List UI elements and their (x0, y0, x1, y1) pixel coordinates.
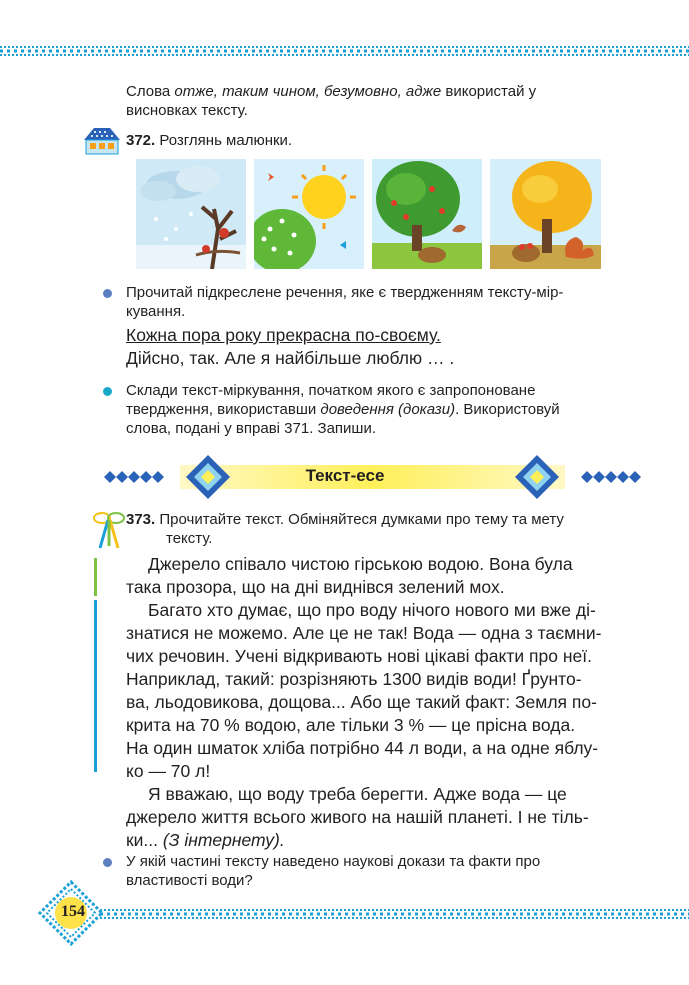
text-paragraph-2: Багато хто думає, що про воду нічого нового ми вже ді- знатися не можемо. Але це не так! Вода — одна з таємни- чих речовин. Учені відкривають нові цікаві факти про неї. Наприклад, такий: розрізняють 1300 видів води! Ґрунто- ва, льодовикова, дощова... Або ще такий факт: Земля по- крита на 70 % водою, але тільки 3 % — це прісна вода. На один шматок хліба потрібно 44 л води, а на одне яблу- ко — 70 л! (126, 600, 602, 781)
summer-picture (372, 159, 482, 269)
autumn-picture (490, 159, 601, 269)
spring-picture (254, 159, 364, 269)
main-part-bar (94, 600, 97, 772)
exercise-373-heading: 373. Прочитайте текст. Обміняйтеся думками про тему та мету тексту. (126, 511, 564, 547)
bottom-ornament-border (100, 907, 689, 921)
continuation-sentence: Дійсно, так. Але я найбільше люблю … . (126, 348, 455, 368)
intro-paragraph: Слова отже, таким чином, безумовно, адже використай у висновках тексту. (126, 83, 537, 119)
bullet-icon (103, 387, 112, 396)
bullet-icon (103, 289, 112, 298)
section-title: Текст-есе (305, 466, 385, 485)
text-paragraph-3: Я вважаю, що воду треба берегти. Адже вода — це джерело життя всього живого на нашій планеті. І не тіль- ки... (З інтернету). (126, 784, 589, 850)
page-number: 154 (61, 903, 85, 920)
ribbon-icon (92, 510, 126, 550)
winter-picture (136, 159, 246, 269)
intro-part-bar (94, 558, 97, 596)
house-icon (80, 126, 124, 156)
task-2-text: Склади текст-міркування, початком якого є запропоноване твердження, використавши доведення (докази). Використовуй слова, подані у вправі 371. Запиши. (126, 382, 560, 437)
bullet-icon (103, 858, 112, 867)
exercise-372-heading: 372. Розглянь малюнки. (126, 132, 293, 149)
underlined-sentence: Кожна пора року прекрасна по-своєму. (126, 325, 441, 345)
text-paragraph-1: Джерело співало чистою гірською водою. Вона була така прозора, що на дні виднівся зелений мох. (126, 554, 573, 597)
task-1-text: Прочитай підкреслене речення, яке є твердженням тексту-мір- кування. (126, 284, 564, 320)
top-ornament-border (0, 44, 689, 58)
task-3-text: У якій частині тексту наведено наукові докази та факти про властивості води? (126, 853, 541, 889)
